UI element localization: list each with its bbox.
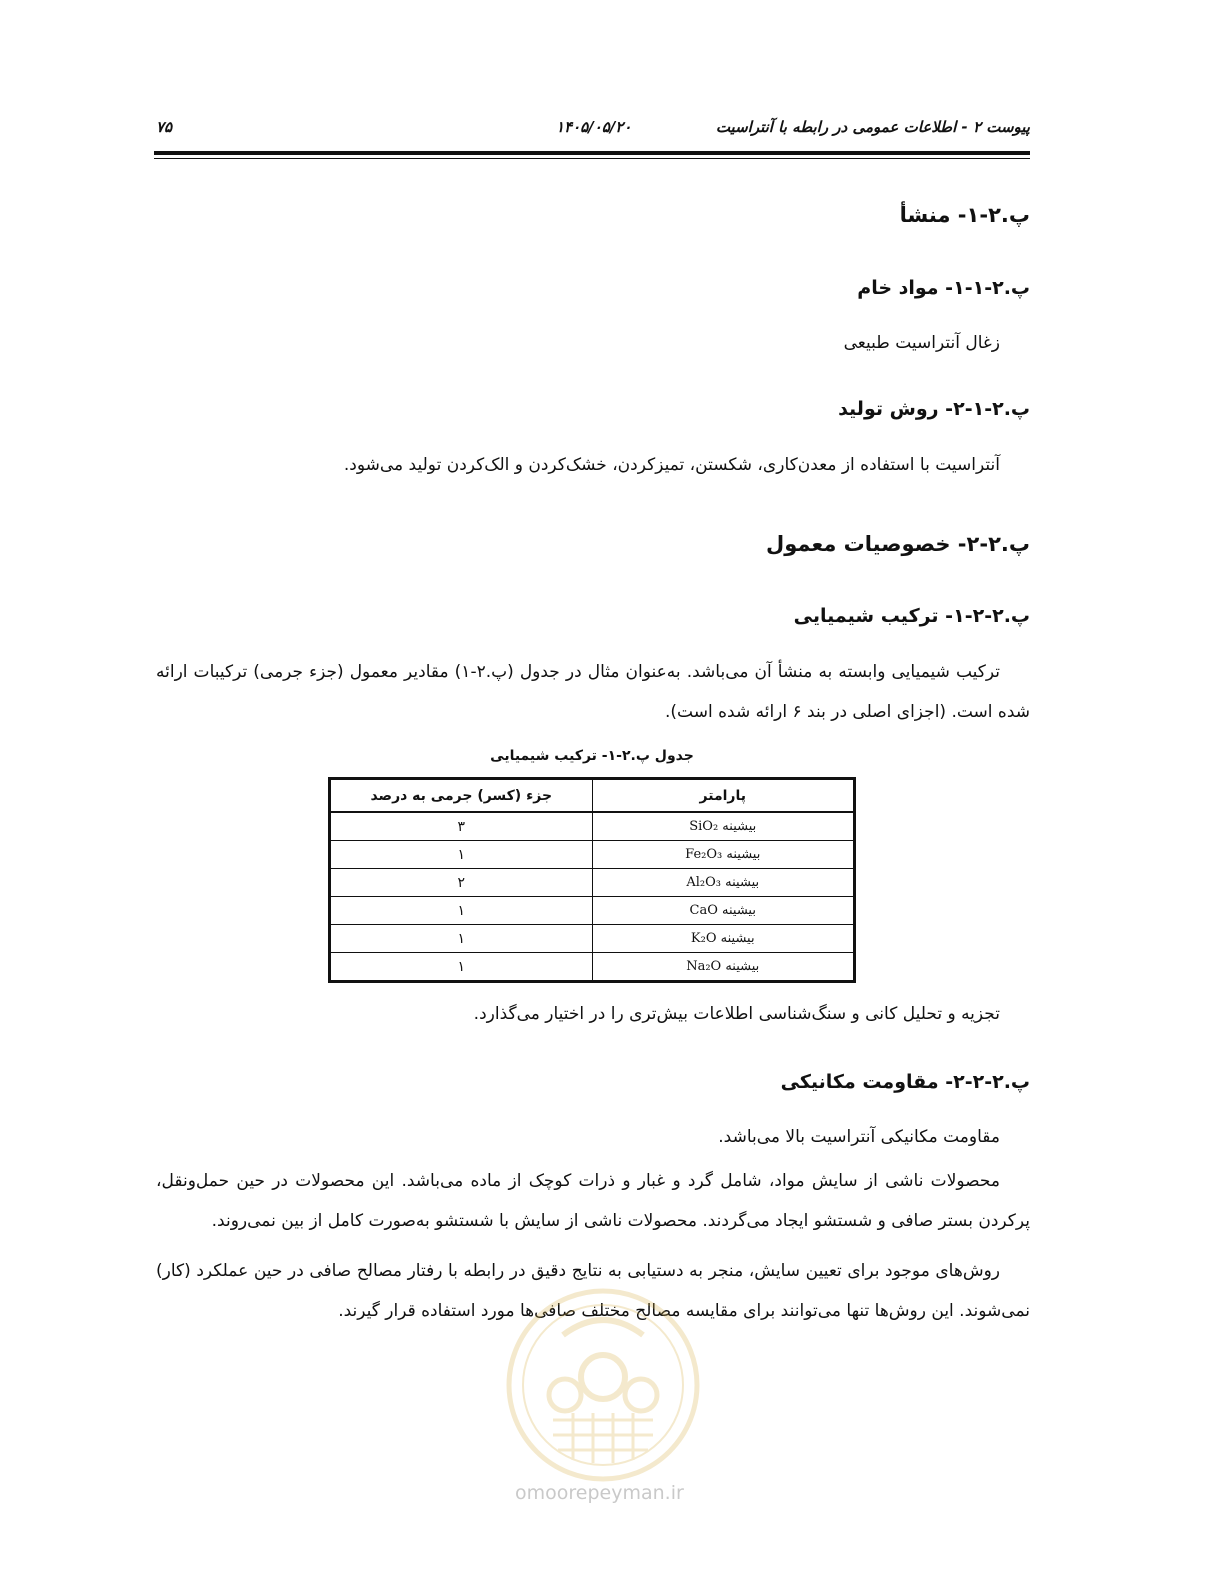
chemical-formula: CaO bbox=[689, 903, 718, 918]
text-abrasion-methods: روش‌های موجود برای تعیین سایش، منجر به دستیابی به نتایج دقیق در رابطه با رفتار مصالح صافی در حین عملکرد (کار) نمی‌شوند. این روش‌ها تنها می‌توانند برای مقایسه مصالح مختلف صافی‌ها مورد استفاده قرار گیرند. bbox=[156, 1261, 1030, 1321]
table-row bbox=[330, 869, 855, 897]
text-raw-material: زغال آنتراسیت طبیعی bbox=[843, 333, 1000, 353]
heading-mechanical: پ.۲-۲-۲- مقاومت مکانیکی bbox=[780, 1071, 1030, 1093]
chemical-formula: Na₂O bbox=[686, 959, 722, 974]
max-prefix: بیشینه bbox=[725, 959, 760, 974]
column-header-parameter: پارامتر bbox=[592, 779, 855, 813]
table-cell-value: ۱ bbox=[330, 841, 593, 869]
text-abrasion-products: محصولات ناشی از سایش مواد، شامل گرد و غبار و ذرات کوچک از ماده می‌باشد. این محصولات در حین حمل‌ونقل، پرکردن بستر صافی و شستشو ایجاد می‌گردند. محصولات ناشی از سایش با شستشو به‌صورت کامل از بین نمی‌روند. bbox=[156, 1171, 1030, 1231]
table-cell-value: ۱ bbox=[330, 897, 593, 925]
table-cell-value: ۱ bbox=[330, 925, 593, 953]
header-rule-thick bbox=[154, 151, 1030, 155]
chemical-formula: SiO₂ bbox=[689, 819, 719, 834]
text-chemical-intro: ترکیب شیمیایی وابسته به منشأ آن می‌باشد. به‌عنوان مثال در جدول (پ.۲-۱) مقادیر معمول (جزء جرمی) ترکیبات ارائه شده است. (اجزای اصلی در بند ۶ ارائه شده است). bbox=[156, 662, 1030, 722]
table-cell-parameter bbox=[592, 869, 855, 897]
max-prefix: بیشینه bbox=[722, 903, 756, 918]
table-cell-parameter bbox=[592, 925, 855, 953]
table-cell-value: ۲ bbox=[330, 869, 593, 897]
chemical-formula: K₂O bbox=[690, 931, 717, 946]
chemical-formula: Fe₂O₃ bbox=[685, 847, 723, 862]
table-cell-value: ۳ bbox=[330, 812, 593, 841]
heading-production: پ.۲-۱-۲- روش تولید bbox=[838, 398, 1030, 420]
table-row bbox=[330, 953, 855, 982]
heading-raw-material: پ.۲-۱-۱- مواد خام bbox=[857, 277, 1030, 299]
table-row bbox=[330, 897, 855, 925]
table-caption: جدول پ.۲-۱- ترکیب شیمیایی bbox=[490, 748, 694, 764]
watermark-url: omoorepeyman.ir bbox=[515, 1482, 684, 1504]
table-row bbox=[330, 925, 855, 953]
page-number: ۷۵ bbox=[156, 118, 173, 136]
heading-origin: پ.۲-۱- منشأ bbox=[899, 203, 1030, 227]
running-header-title: پیوست ۲ - اطلاعات عمومی در رابطه با آنتراسیت bbox=[715, 118, 1030, 136]
header-rule-thin bbox=[154, 158, 1030, 159]
heading-properties: پ.۲-۲- خصوصیات معمول bbox=[766, 532, 1030, 556]
running-header-date: ۱۴۰۵/۰۵/۲۰ bbox=[556, 118, 632, 136]
table-cell-value: ۱ bbox=[330, 953, 593, 982]
max-prefix: بیشینه bbox=[720, 931, 755, 946]
chemical-formula: Al₂O₃ bbox=[686, 875, 722, 890]
text-production: آنتراسیت با استفاده از معدن‌کاری، شکستن، تمیزکردن، خشک‌کردن و الک‌کردن تولید می‌شود. bbox=[343, 455, 1000, 475]
max-prefix: بیشینه bbox=[722, 819, 757, 834]
text-mineral-analysis: تجزیه و تحلیل کانی و سنگ‌شناسی اطلاعات بیش‌تری را در اختیار می‌گذارد. bbox=[473, 1004, 1000, 1024]
table-cell-parameter bbox=[592, 953, 855, 982]
table-row bbox=[330, 812, 855, 841]
heading-chemical: پ.۲-۲-۱- ترکیب شیمیایی bbox=[793, 605, 1030, 627]
watermark-seal-icon bbox=[503, 1285, 703, 1485]
text-mechanical-strength: مقاومت مکانیکی آنتراسیت بالا می‌باشد. bbox=[718, 1127, 1000, 1147]
table-cell-parameter bbox=[592, 897, 855, 925]
table-cell-parameter bbox=[592, 812, 855, 841]
column-header-mass-fraction: جزء (کسر) جرمی به درصد bbox=[330, 779, 593, 813]
table-header-row bbox=[330, 779, 855, 813]
table-cell-parameter bbox=[592, 841, 855, 869]
max-prefix: بیشینه bbox=[725, 875, 760, 890]
table-row bbox=[330, 841, 855, 869]
chemical-composition-table bbox=[328, 777, 856, 983]
max-prefix: بیشینه bbox=[726, 847, 761, 862]
